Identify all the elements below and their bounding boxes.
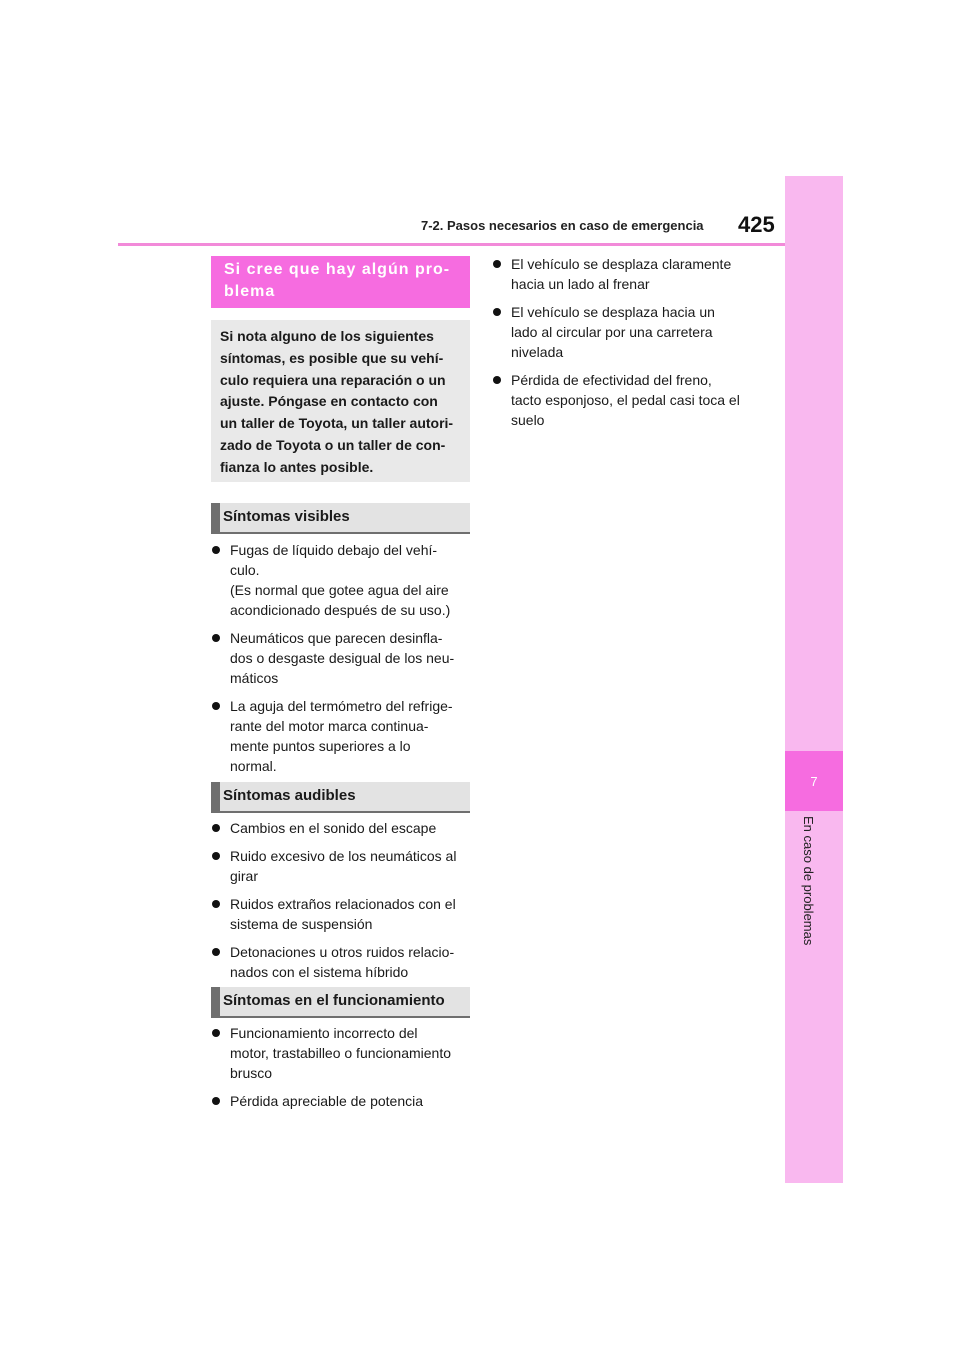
list-item-line: girar (230, 868, 259, 884)
section-header: 7-2. Pasos necesarios en caso de emergencia (421, 218, 704, 233)
list-item (212, 894, 474, 934)
list-item-line: normal. (230, 758, 277, 774)
list-item-line: El vehículo se desplaza hacia un (511, 304, 715, 320)
list-item-line: brusco (230, 1065, 273, 1081)
list-item (212, 628, 474, 688)
operation-list (212, 1023, 474, 1119)
list-item (212, 540, 474, 620)
operation-heading: Síntomas en el funcionamiento (211, 987, 470, 1016)
bullet-icon (493, 260, 501, 268)
list-item-line: mente puntos superiores a lo (230, 738, 411, 754)
section-title (211, 256, 470, 308)
bullet-icon (493, 308, 501, 316)
intro-line: fianza lo antes posible. (220, 458, 374, 475)
list-item (493, 254, 755, 294)
bullet-icon (212, 702, 220, 710)
bullet-icon (212, 546, 220, 554)
page-number: 425 (738, 212, 775, 237)
list-item-line: motor, trastabilleo o funcionamiento (230, 1045, 452, 1061)
list-item-line: culo. (230, 562, 260, 578)
operation-list-continued (493, 254, 755, 438)
bullet-icon (212, 824, 220, 832)
list-item-line: Fugas de líquido debajo del vehí- (230, 542, 438, 558)
list-item-line: Pérdida apreciable de potencia (230, 1093, 424, 1109)
section-title-line: Si cree que hay algún pro- (224, 261, 451, 278)
list-item (212, 846, 474, 886)
list-item-line: hacia un lado al frenar (511, 276, 650, 292)
list-item-line: La aguja del termómetro del refrige- (230, 698, 453, 714)
bullet-icon (212, 634, 220, 642)
intro-line: zado de Toyota o un taller de con- (220, 436, 446, 453)
list-item-line: Funcionamiento incorrecto del (230, 1025, 418, 1041)
list-item-line: tacto esponjoso, el pedal casi toca el (511, 392, 740, 408)
chapter-label: En caso de problemas (801, 816, 816, 946)
list-item-line: El vehículo se desplaza claramente (511, 256, 732, 272)
list-item-line: sistema de suspensión (230, 916, 373, 932)
bullet-icon (493, 376, 501, 384)
list-item-line: nados con el sistema híbrido (230, 964, 409, 980)
intro-line: culo requiera una reparación o un (220, 371, 446, 388)
list-item-line: (Es normal que gotee agua del aire (230, 582, 449, 598)
side-tab (785, 176, 843, 1183)
audible-list (212, 818, 474, 990)
chapter-number: 7 (785, 751, 843, 811)
list-item (212, 696, 474, 776)
list-item-line: acondicionado después de su uso.) (230, 602, 451, 618)
list-item-line: lado al circular por una carretera (511, 324, 713, 340)
list-item-line: rante del motor marca continua- (230, 718, 429, 734)
list-item-line: Neumáticos que parecen desinfla- (230, 630, 443, 646)
intro-line: ajuste. Póngase en contacto con (220, 393, 438, 410)
visible-heading: Síntomas visibles (211, 503, 470, 532)
list-item (493, 370, 755, 430)
bullet-icon (212, 1029, 220, 1037)
list-item (212, 818, 474, 838)
section-title-line: blema (224, 283, 276, 300)
bullet-icon (212, 948, 220, 956)
bullet-icon (212, 900, 220, 908)
list-item-line: Ruido excesivo de los neumáticos al (230, 848, 457, 864)
header-rule (118, 243, 785, 246)
list-item (212, 1023, 474, 1083)
intro-line: un taller de Toyota, un taller autori- (220, 415, 454, 432)
list-item-line: dos o desgaste desigual de los neu- (230, 650, 455, 666)
intro-line: Si nota alguno de los siguientes (220, 328, 434, 344)
list-item (212, 942, 474, 982)
list-item-line: máticos (230, 670, 279, 686)
list-item-line: Pérdida de efectividad del freno, (511, 372, 712, 388)
list-item-line: suelo (511, 412, 545, 428)
intro-line: síntomas, es posible que su vehí- (220, 349, 444, 366)
list-item (212, 1091, 474, 1111)
visible-list (212, 540, 474, 784)
intro-box (211, 320, 470, 482)
bullet-icon (212, 852, 220, 860)
list-item-line: nivelada (511, 344, 564, 360)
list-item (493, 302, 755, 362)
list-item-line: Cambios en el sonido del escape (230, 820, 437, 836)
list-item-line: Ruidos extraños relacionados con el (230, 896, 456, 912)
list-item-line: Detonaciones u otros ruidos relacio- (230, 944, 455, 960)
audible-heading: Síntomas audibles (211, 782, 470, 811)
bullet-icon (212, 1097, 220, 1105)
